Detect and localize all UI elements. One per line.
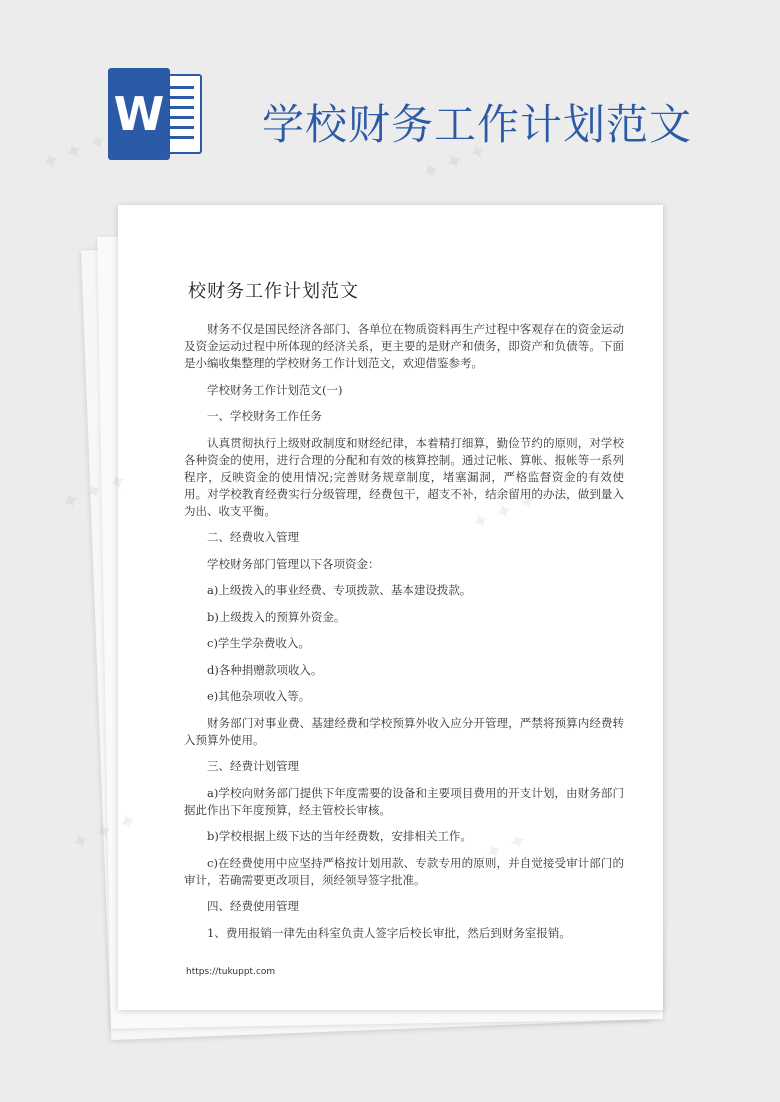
heading-usage: 四、经费使用管理 xyxy=(207,899,299,913)
watermark: ✦ ✦ ✦ xyxy=(37,127,112,178)
plan-item-b: b)学校根据上级下达的当年经费数，安排相关工作。 xyxy=(207,829,472,843)
paragraph-income-rule: 财务部门对事业费、基建经费和学校预算外收入应分开管理，严禁将预算内经费转入预算外使用。 xyxy=(184,715,624,747)
document-title: 校财务工作计划范文 xyxy=(188,281,359,302)
list-item-d: d)各种捐赠款项收入。 xyxy=(207,662,323,677)
word-document-icon xyxy=(108,68,208,160)
paragraph-income-intro: 学校财务部门管理以下各项资金： xyxy=(207,556,380,571)
list-item-a: a)上级拨入的事业经费、专项拨款、基本建设拨款。 xyxy=(207,583,472,597)
document-body xyxy=(184,321,624,951)
watermark: ✦ xyxy=(67,826,95,858)
watermark: ✦ xyxy=(57,486,85,518)
heading-task: 一、学校财务工作任务 xyxy=(207,409,322,423)
paragraph-task: 认真贯彻执行上级财政制度和财经纪律，本着精打细算，勤俭节约的原则，对学校各种资金的使用，进行合理的分配和有效的核算控制。通过记帐、算帐、报帐等一系列程序，反映资金的使用情况;完善财务规章制度，堵塞漏洞，严格监督资金的有效使用。对学校教育经费实行分级管理，经费包干，超支不补，结余留用的办法，做到量入为出、收支平衡。 xyxy=(184,435,624,518)
list-item-e: e)其他杂项收入等。 xyxy=(207,689,311,703)
header xyxy=(0,0,780,200)
word-w-letter: W xyxy=(108,68,170,160)
usage-item-1: 1、费用报销一律先由科室负责人签字后校长审批，然后到财务室报销。 xyxy=(207,925,571,940)
paragraph-section-title: 学校财务工作计划范文(一) xyxy=(207,382,343,397)
document-page xyxy=(118,205,663,1010)
plan-item-c: c)在经费使用中应坚持严格按计划用款、专款专用的原则，并自觉接受审计部门的审计，若确需要更改项目，须经领导签字批准。 xyxy=(184,855,624,887)
watermark: ✦ ✦ ✦ xyxy=(417,137,492,188)
list-item-c: c)学生学杂费收入。 xyxy=(207,636,310,650)
heading-income: 二、经费收入管理 xyxy=(207,530,299,544)
plan-item-a: a)学校向财务部门提供下年度需要的设备和主要项目费用的开支计划，由财务部门据此作出下年度预算，经主管校长审核。 xyxy=(184,785,624,817)
paragraph-intro: 财务不仅是国民经济各部门、各单位在物质资料再生产过程中客观存在的资金运动及资金运动过程中所体现的经济关系，更主要的是财产和债务，即资产和负债等。下面是小编收集整理的学校财务工作计划范文，欢迎借鉴参考。 xyxy=(184,322,624,370)
list-item-b: b)上级拨入的预算外资金。 xyxy=(207,609,346,624)
heading-plan: 三、经费计划管理 xyxy=(207,759,299,773)
page-title: 学校财务工作计划范文 xyxy=(262,100,693,149)
footer-url: https://tukuppt.com xyxy=(186,967,276,977)
